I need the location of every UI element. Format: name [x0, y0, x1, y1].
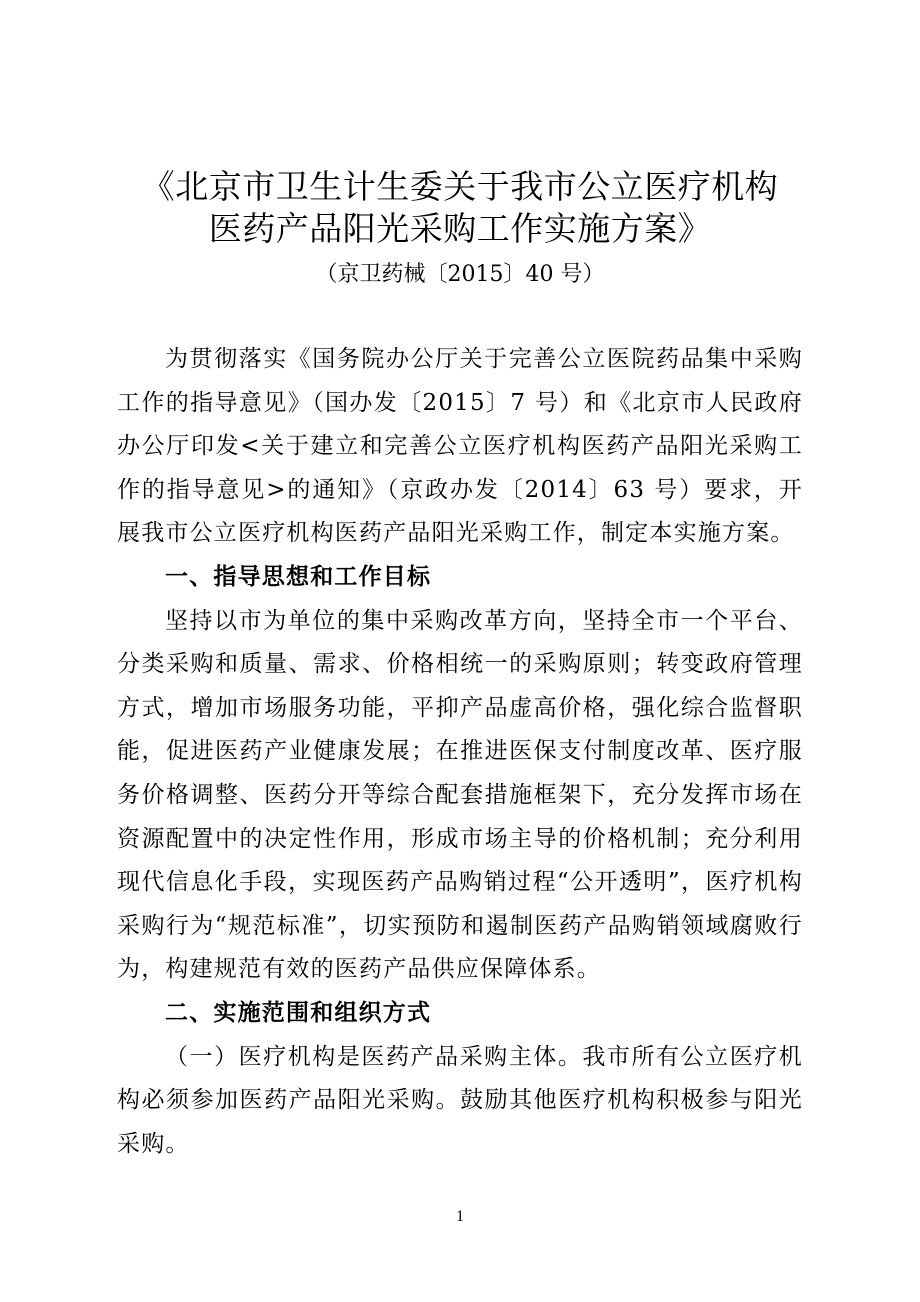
page-number: 1	[456, 1208, 464, 1225]
section-1-heading: 一、指导思想和工作目标	[165, 563, 432, 590]
document-body	[117, 338, 803, 1166]
document-title-line-2: 医药产品阳光采购工作实施方案》	[208, 209, 712, 248]
document-title-line-1: 《北京市卫生计生委关于我市公立医疗机构	[141, 167, 779, 206]
intro-paragraph: 为贯彻落实《国务院办公厅关于完善公立医院药品集中采购工作的指导意见》（国办发〔2015〕7 号）和《北京市人民政府办公厅印发<关于建立和完善公立医疗机构医药产品阳光采购工作的指导意见>的通知》（京政办发〔2014〕63 号）要求，开展我市公立医疗机构医药产品阳光采购工作，制定本实施方案。	[117, 346, 803, 547]
section-1-paragraph: 坚持以市为单位的集中采购改革方向，坚持全市一个平台、分类采购和质量、需求、价格相统一的采购原则；转变政府管理方式，增加市场服务功能，平抑产品虚高价格，强化综合监督职能，促进医药产业健康发展；在推进医保支付制度改革、医疗服务价格调整、医药分开等综合配套措施框架下，充分发挥市场在资源配置中的决定性作用，形成市场主导的价格机制；充分利用现代信息化手段，实现医药产品购销过程“公开透明”，医疗机构采购行为“规范标准”，切实预防和遏制医药产品购销领域腐败行为，构建规范有效的医药产品供应保障体系。	[117, 607, 803, 983]
section-2-heading: 二、实施范围和组织方式	[165, 999, 432, 1026]
section-2-item-1-paragraph: （一）医疗机构是医药产品采购主体。我市所有公立医疗机构必须参加医药产品阳光采购。鼓励其他医疗机构积极参与阳光采购。	[117, 1043, 803, 1157]
document-number: （京卫药械〔2015〕40 号）	[315, 262, 605, 287]
